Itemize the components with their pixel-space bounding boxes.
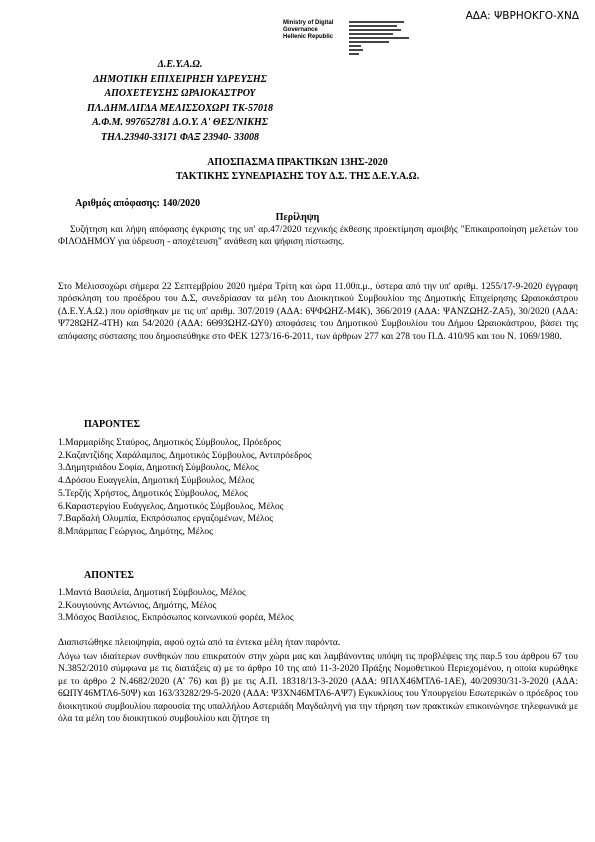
header-line: ΤΗΛ.23940-33171 ΦΑΞ 23940- 33008 xyxy=(101,131,259,143)
list-item: 3.Μόσχος Βασίλειος, Εκπρόσωπος κοινωνικού φορέα, Μέλος xyxy=(58,613,294,624)
list-item: 1.Μαντά Βασιλεία, Δημοτική Σύμβουλος, Μέλος xyxy=(58,588,246,598)
conditions-paragraph: Λόγω των ιδιαίτερων συνθηκών που επικρατούν στην χώρα μας και λαμβάνοντας υπόψη τις προβλέψεις της παρ.5 του άρθρου 67 του Ν.3852/2010 σύμφωνα με τις διατάξεις α) με το άρθρο 10 της από 11-3-2020 Πράξης Νομοθετικού Περιεχομένου, η οποία κυρώθηκε με το άρθρο 2 Ν.4682/2020 (Α' 76) και β) με τις Α.Π. 18318/13-3-2020 (ΑΔΑ: 9ΠΛΧ46ΜΤΛ6-1ΑΕ), 40/20930/31-3-2020 (ΑΔΑ: 6ΩΠΥ46ΜΤΛ6-50Ψ) και 163/33282/29-5-2020 (ΑΔΑ: Ψ3ΧΝ46ΜΤΛ6-ΑΨ7) Εγκυκλίους του Υπουργείου Εσωτερικών ο πρόεδρος του διοικητικού συμβουλίου παρουσία της υπαλλήλου Αστεριάδη Μαγδαληνή για την τήρηση των πρακτικών επικοινώνησε τηλεφωνικά με όλα τα μέλη του διοικητικού συμβουλίου και ζήτησε τη xyxy=(58,652,578,725)
header-line: Δ.Ε.Υ.Α.Ω. xyxy=(157,59,203,70)
title-line-2: ΤΑΚΤΙΚΗΣ ΣΥΝΕΔΡΙΑΣΗΣ ΤΟΥ Δ.Σ. ΤΗΣ Δ.Ε.Υ.Α.Ω. xyxy=(175,171,420,182)
header-line: Α.Φ.Μ. 997652781 Δ.Ο.Υ. Α' ΘΕΣ/ΝΙΚΗΣ xyxy=(92,117,268,128)
list-item: 7.Βαρδαλή Ολυμπία, Εκπρόσωπος εργαζομένων, Μέλος xyxy=(58,514,274,525)
present-heading: ΠΑΡΟΝΤΕΣ xyxy=(84,419,140,430)
list-item: 6.Καραστεργίου Ευάγγελος, Δημοτικός Σύμβουλος, Μέλος xyxy=(58,501,284,512)
ada-code: ΑΔΑ: ΨΒΡΗΟΚΓΟ-ΧΝΔ xyxy=(465,10,579,22)
summary-text: Συζήτηση και λήψη απόφασης έγκρισης της υπ' αρ.47/2020 τεχνικής έκθεσης προεκτίμηση αμοιβής "Επικαιροποίηση μελετών του ΦΙΛΟΔΗΜΟΥ για ύδρευση - αποχέτευση" ανάθεση και ψήφιση πίστωσης. xyxy=(58,225,578,248)
list-item: 4.Δρόσου Ευαγγελία, Δημοτική Σύμβουλος, Μέλος xyxy=(58,476,255,487)
header-line: ΔΗΜΟΤΙΚΗ ΕΠΙΧΕΙΡΗΣΗ ΥΔΡΕΥΣΗΣ xyxy=(93,73,267,85)
decision-number: Αριθμός απόφασης: 140/2020 xyxy=(75,198,201,209)
document-title xyxy=(0,156,595,184)
header-line: ΠΛ.ΔΗΜ.ΛΙΓΔΑ ΜΕΛΙΣΣΟΧΩΡΙ ΤΚ-57018 xyxy=(86,102,274,114)
quorum-paragraph: Διαπιστώθηκε πλειοψηφία, αφού οχτώ από τα έντεκα μέλη ήταν παρόντα. xyxy=(58,638,341,648)
list-item: 1.Μαρμαρίδης Σταύρος, Δημοτικός Σύμβουλος, Πρόεδρος xyxy=(58,438,281,448)
ministry-name-line: Hellenic Republic xyxy=(283,34,334,40)
list-item: 2.Κουγιούνης Αντώνιος, Δημότης, Μέλος xyxy=(58,600,217,611)
ministry-name-line: Governance xyxy=(283,27,318,33)
list-item: 3.Δημητριάδου Σοφία, Δημοτική Σύμβουλος, Μέλος xyxy=(58,463,259,474)
header-line: ΑΠΟΧΕΤΕΥΣΗΣ ΩΡΑΙΟΚΑΣΤΡΟΥ xyxy=(104,88,256,99)
present-members-list xyxy=(58,437,312,539)
summary-heading: Περίληψη xyxy=(275,212,320,223)
absent-heading: ΑΠΟΝΤΕΣ xyxy=(84,570,134,581)
ministry-name xyxy=(283,20,333,41)
ministry-name-line: Ministry of Digital xyxy=(283,20,334,26)
intro-paragraph: Στο Μελισσοχώρι σήμερα 22 Σεπτεμβρίου 2020 ημέρα Τρίτη και ώρα 11.00π.μ., ύστερα από την υπ' αριθμ. 1255/17-9-2020 έγγραφη πρόσκληση του προέδρου του Δ.Σ, συνεδρίασαν τα μέλη του Διοικητικού Συμβουλίου της Δημοτικής Επιχείρησης Ωραιοκάστρου (Δ.Ε.Υ.Α.Ω.) που ορίσθηκαν με τις υπ' αριθμ. 307/2019 (ΑΔΑ: 6ΨΦΩΗΖ-Μ4Κ), 366/2019 (ΑΔΑ: ΨΑΝΖΩΗΖ-ΖΑ5), 30/2020 (ΑΔΑ: Ψ728ΩΗΖ-4ΤΗ) και 54/2020 (ΑΔΑ: 6Θ93ΩΗΖ-ΩΥ0) αποφάσεις του Δημοτικού Συμβουλίου του Δήμου Ωραιοκάστρου, βάσει της απόφασης σύστασης που δημοσιεύθηκε στο ΦΕΚ 1273/16-6-2011, των άρθρων 277 και 278 του Π.Δ. 410/95 και του Ν. 1069/1980. xyxy=(58,282,578,342)
organization-header xyxy=(30,58,330,145)
list-item: 2.Καζαντζίδης Χαράλαμπος, Δημοτικός Σύμβουλος, Αντιπρόεδρος xyxy=(58,450,312,461)
absent-members-list xyxy=(58,587,294,625)
digital-signature-stamp-icon xyxy=(335,20,420,60)
list-item: 8.Μπάρμπας Γεώργιος, Δημότης, Μέλος xyxy=(58,526,213,537)
list-item: 5.Τερζής Χρήστος, Δημοτικός Σύμβουλος, Μέλος xyxy=(58,488,248,499)
title-line-1: ΑΠΟΣΠΑΣΜΑ ΠΡΑΚΤΙΚΩΝ 13ΗΣ-2020 xyxy=(207,157,388,168)
